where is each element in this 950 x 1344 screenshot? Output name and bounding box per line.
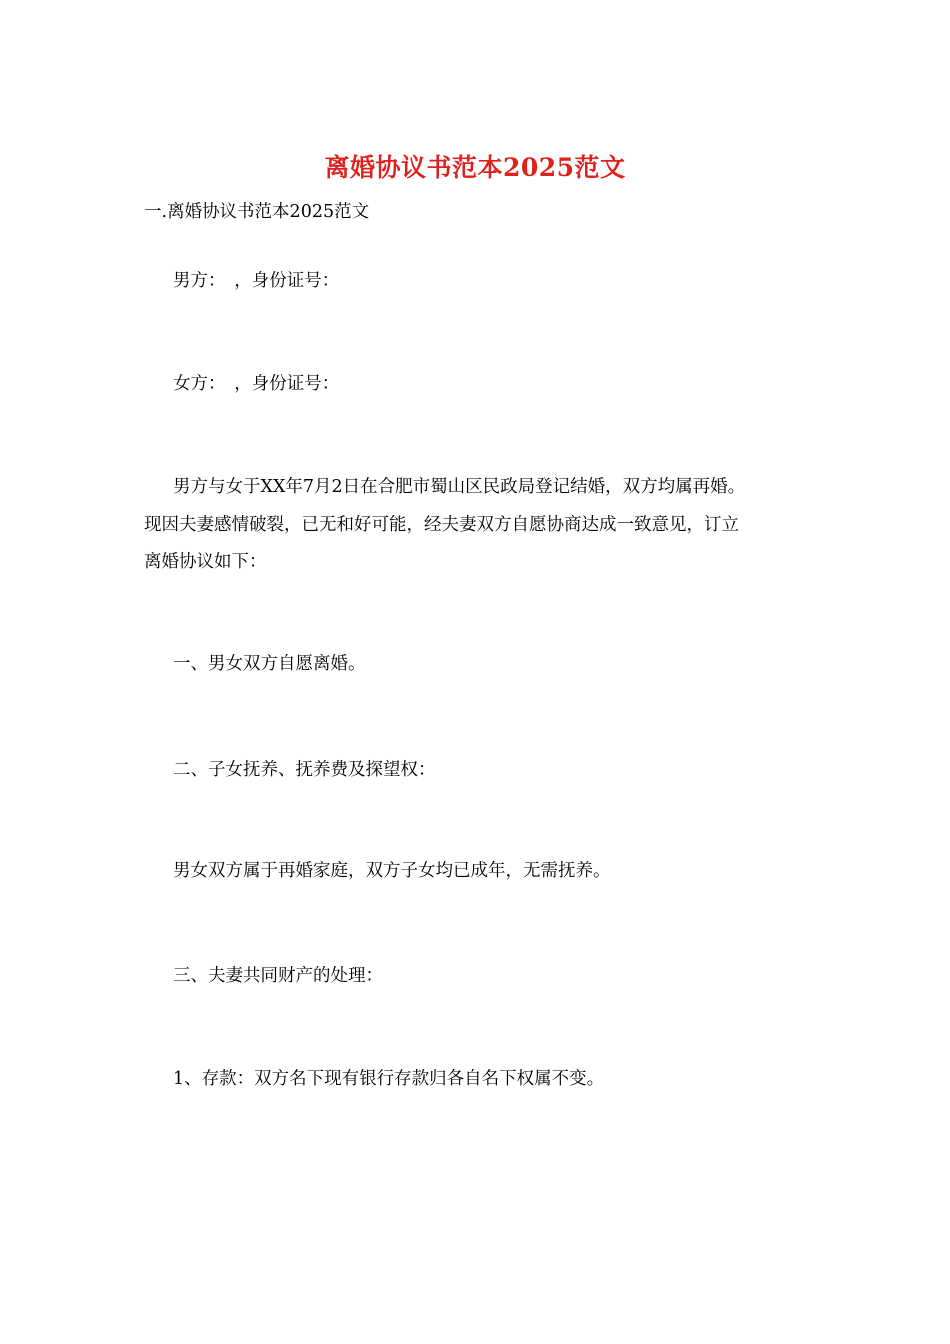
document-title: 离婚协议书范本2025范文 xyxy=(324,153,626,182)
intro-line-3: 离婚协议如下： xyxy=(144,552,267,572)
woman-id-line: 女方： ，身份证号： xyxy=(173,374,340,394)
clause-2-heading: 二、子女抚养、抚养费及探望权： xyxy=(173,760,436,780)
intro-line-2: 现因夫妻感情破裂，已无和好可能，经夫妻双方自愿协商达成一致意见，订立 xyxy=(144,515,739,535)
clause-3-heading: 三、夫妻共同财产的处理： xyxy=(173,966,383,986)
man-id-line: 男方： ，身份证号： xyxy=(173,271,340,291)
section-heading: 一.离婚协议书范本2025范文 xyxy=(144,202,370,222)
clause-1: 一、男女双方自愿离婚。 xyxy=(173,654,366,674)
clause-2-body: 男女双方属于再婚家庭，双方子女均已成年，无需抚养。 xyxy=(173,861,611,881)
clause-3-item-1: 1、存款：双方名下现有银行存款归各自名下权属不变。 xyxy=(173,1069,605,1089)
intro-line-1: 男方与女于XX年7月2日在合肥市蜀山区民政局登记结婚，双方均属再婚。 xyxy=(173,477,746,497)
